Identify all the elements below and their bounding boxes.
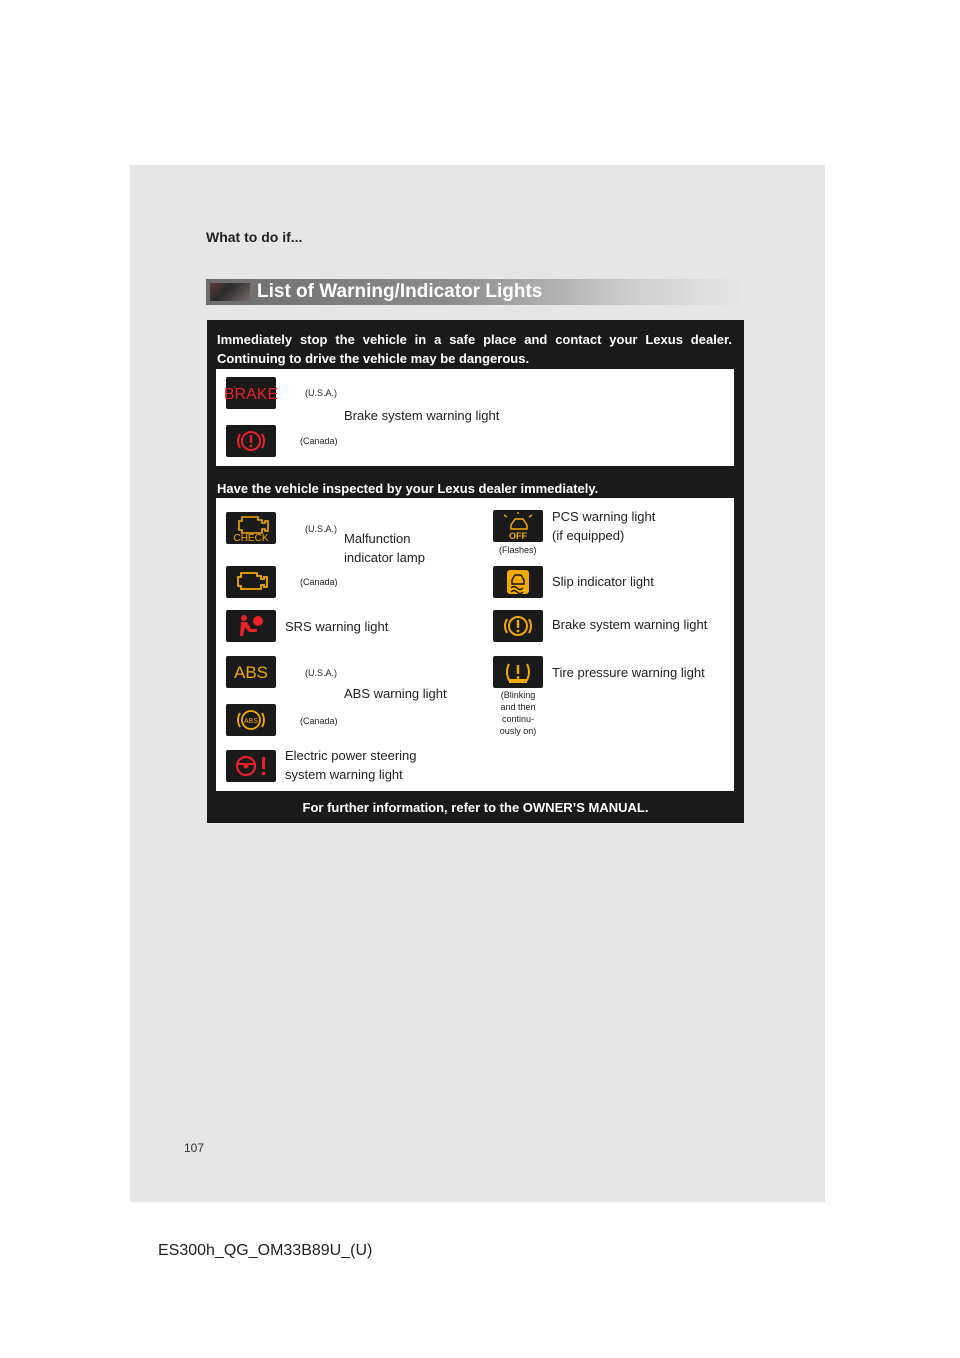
- brake-amber-icon: [493, 610, 543, 642]
- pcs-label-line2: (if equipped): [552, 528, 625, 543]
- abs-label: ABS warning light: [344, 686, 447, 701]
- eps-label-line1: Electric power steering: [285, 748, 417, 763]
- brake-box: [216, 369, 734, 466]
- mil-label-line1: Malfunction: [344, 531, 411, 546]
- brake-label: Brake system warning light: [344, 408, 500, 423]
- warning-panel: [207, 320, 744, 823]
- tire-note-line2: and then: [500, 702, 536, 712]
- slip-icon: [493, 566, 543, 598]
- srs-label: SRS warning light: [285, 619, 389, 634]
- pcs-icon: [493, 510, 543, 542]
- panel-footer: For further information, refer to the OWNER’S MANUAL.: [302, 800, 649, 815]
- brake-circle-icon: [226, 425, 276, 457]
- title-bar: [206, 279, 744, 305]
- engine-icon: [226, 566, 276, 598]
- brake2-label: Brake system warning light: [552, 617, 708, 632]
- airbag-icon: [226, 610, 276, 642]
- eps-label-line2: system warning light: [285, 767, 403, 782]
- steering-warning-icon: [226, 750, 276, 782]
- brake-text: BRAKE: [223, 386, 279, 403]
- stop-notice: Immediately stop the vehicle in a safe place and contact your Lexus dealer. Continuing to drive the vehicle may be dangerous.: [217, 332, 732, 366]
- page-number: 107: [184, 1141, 205, 1155]
- inspect-box: [216, 498, 734, 791]
- slip-label: Slip indicator light: [552, 574, 654, 589]
- mil-label-line2: indicator lamp: [344, 550, 425, 565]
- canada-tag: (Canada): [300, 577, 338, 587]
- tire-pressure-icon: [493, 656, 543, 688]
- tire-note-line1: (Blinking: [500, 690, 536, 700]
- check-text: CHECK: [233, 533, 269, 544]
- section-label: What to do if...: [206, 229, 303, 245]
- brake-text-icon: [223, 377, 279, 409]
- pcs-label-line1: PCS warning light: [552, 509, 656, 524]
- page-title: List of Warning/Indicator Lights: [257, 281, 543, 302]
- tire-note: [495, 689, 541, 737]
- tire-note-line3: continu-: [501, 714, 535, 724]
- usa-tag: (U.S.A.): [305, 668, 338, 678]
- abs-circle-icon: [226, 704, 276, 736]
- usa-tag: (U.S.A.): [305, 524, 338, 534]
- pcs-note: (Flashes): [499, 545, 537, 555]
- abs-small-text: ABS: [243, 718, 259, 725]
- title-chip-icon: [210, 283, 250, 301]
- tire-label: Tire pressure warning light: [552, 665, 705, 680]
- off-text: OFF: [509, 531, 527, 541]
- canada-tag: (Canada): [300, 716, 338, 726]
- usa-tag: (U.S.A.): [305, 388, 338, 398]
- inspect-notice: Have the vehicle inspected by your Lexus dealer immediately.: [217, 481, 599, 496]
- canada-tag: (Canada): [300, 436, 338, 446]
- check-engine-icon: [226, 512, 276, 544]
- abs-text-icon: [226, 656, 276, 688]
- tire-note-line4: ously on): [499, 726, 537, 736]
- abs-text: ABS: [233, 663, 269, 682]
- document-code: ES300h_QG_OM33B89U_(U): [158, 1242, 373, 1259]
